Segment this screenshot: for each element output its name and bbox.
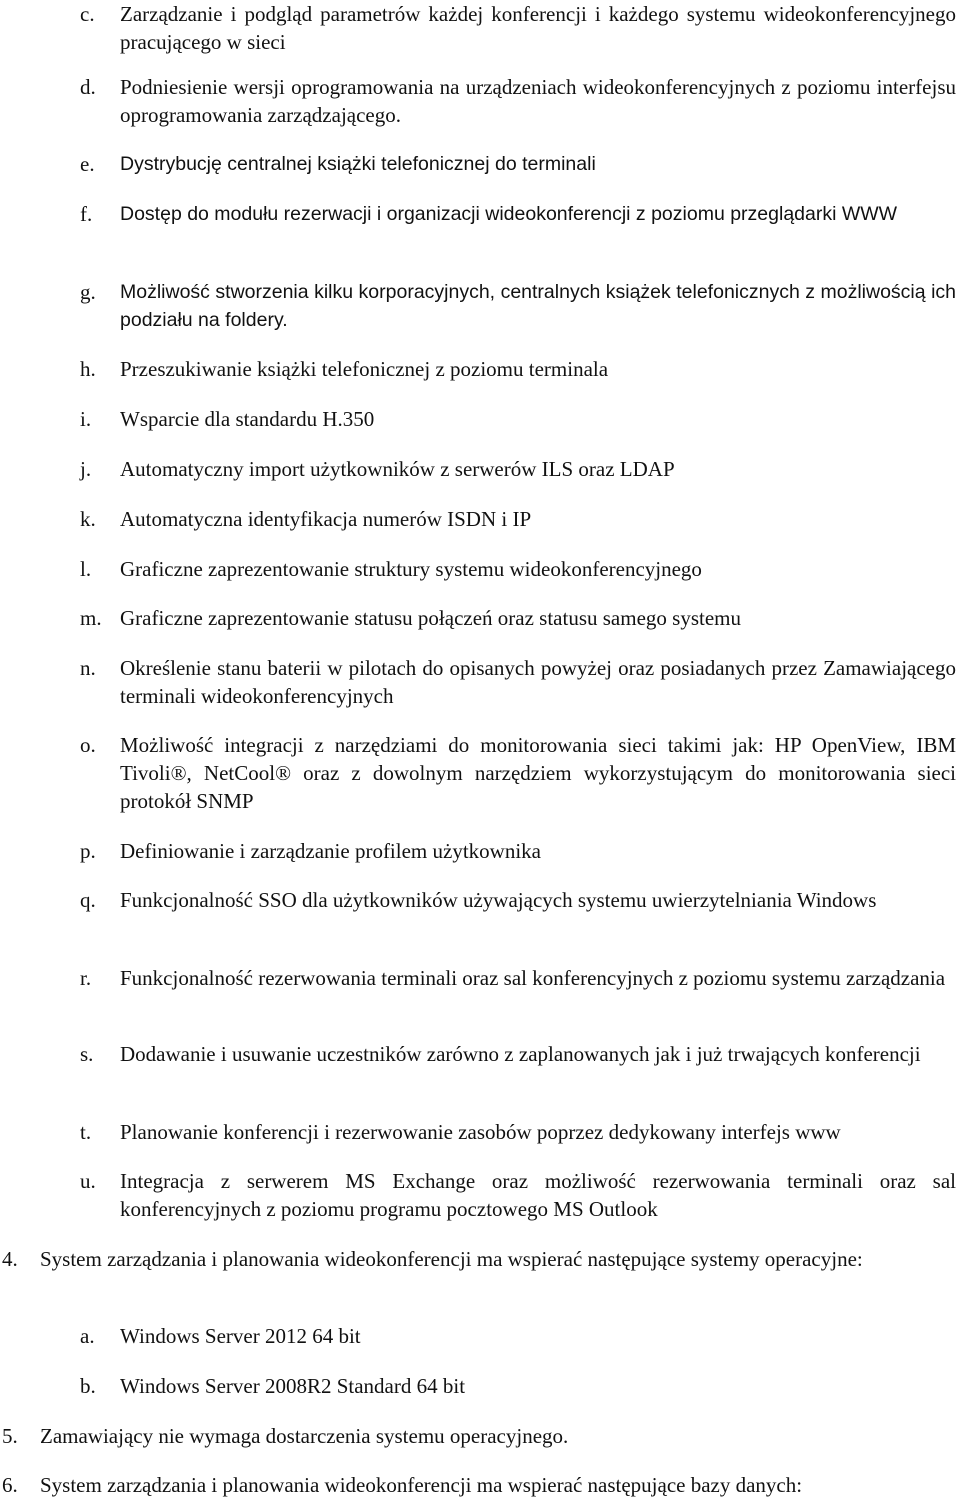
list-item-5	[2, 1422, 956, 1450]
list-item-text: Funkcjonalność SSO dla użytkowników używających systemu uwierzytelniania Windows	[120, 888, 877, 912]
list-item-text: Wsparcie dla standardu H.350	[120, 407, 375, 431]
list-item-label: g.	[80, 280, 96, 304]
list-item-text: System zarządzania i planowania wideokonferencji ma wspierać następujące systemy operacyjne:	[40, 1247, 863, 1271]
list-item-n	[80, 654, 956, 710]
list-item-text: Zarządzanie i podgląd parametrów każdej konferencji i każdego systemu wideokonferencyjnego pracującego w sieci	[120, 2, 956, 54]
list-item-text: Windows Server 2012 64 bit	[120, 1324, 361, 1348]
list-item-label: s.	[80, 1042, 94, 1066]
list-item-label: f.	[80, 202, 93, 226]
list-item-e	[80, 150, 956, 178]
list-item-b	[80, 1372, 956, 1400]
list-item-text: Windows Server 2008R2 Standard 64 bit	[120, 1374, 466, 1398]
list-item-text: Możliwość stworzenia kilku korporacyjnych, centralnych książek telefonicznych z możliwością ich podziału na foldery.	[120, 281, 956, 331]
list-item-text: Podniesienie wersji oprogramowania na urządzeniach wideokonferencyjnych z poziomu interfejsu oprogramowania zarządzającego.	[120, 75, 956, 127]
list-item-label: q.	[80, 888, 96, 912]
list-item-label: i.	[80, 407, 92, 431]
list-item-a	[80, 1322, 956, 1350]
list-item-label: b.	[80, 1374, 96, 1398]
list-item-label: c.	[80, 2, 95, 26]
list-item-text: Definiowanie i zarządzanie profilem użytkownika	[120, 839, 541, 863]
list-item-text: Automatyczna identyfikacja numerów ISDN i IP	[120, 507, 532, 531]
list-item-text: Planowanie konferencji i rezerwowanie zasobów poprzez dedykowany interfejs www	[120, 1120, 841, 1144]
list-item-text: Automatyczny import użytkowników z serwerów ILS oraz LDAP	[120, 457, 675, 481]
list-item-label: n.	[80, 656, 96, 680]
list-item-m	[80, 604, 956, 632]
list-item-label: d.	[80, 75, 96, 99]
list-item-c	[80, 0, 956, 56]
list-item-text: Dystrybucję centralnej książki telefonicznej do terminali	[120, 153, 596, 175]
list-item-label: u.	[80, 1169, 96, 1193]
list-item-s	[80, 1040, 956, 1068]
list-item-label: a.	[80, 1324, 95, 1348]
list-item-p	[80, 837, 956, 865]
list-item-u	[80, 1167, 956, 1223]
list-item-label: l.	[80, 557, 92, 581]
list-item-text: Funkcjonalność rezerwowania terminali oraz sal konferencyjnych z poziomu systemu zarządzania	[120, 966, 946, 990]
list-item-text: System zarządzania i planowania wideokonferencji ma wspierać następujące bazy danych:	[40, 1473, 803, 1497]
list-item-label: e.	[80, 152, 95, 176]
list-item-k	[80, 505, 956, 533]
list-item-text: Możliwość integracji z narzędziami do monitorowania sieci takimi jak: HP OpenView, IBM Tivoli®, NetCool® oraz z dowolnym narzędziem wykorzystującym do monitorowania sieci protokół SNMP	[120, 733, 956, 813]
list-item-label: k.	[80, 507, 96, 531]
list-item-g	[80, 278, 956, 334]
list-item-label: 6.	[2, 1473, 18, 1497]
list-item-text: Dostęp do modułu rezerwacji i organizacji wideokonferencji z poziomu przeglądarki WWW	[120, 203, 898, 225]
list-item-text: Graficzne zaprezentowanie struktury systemu wideokonferencyjnego	[120, 557, 702, 581]
list-item-label: r.	[80, 966, 92, 990]
list-item-label: t.	[80, 1120, 92, 1144]
list-item-text: Integracja z serwerem MS Exchange oraz możliwość rezerwowania terminali oraz sal konferencyjnych z poziomu programu pocztowego MS Outlook	[120, 1169, 956, 1221]
list-item-text: Zamawiający nie wymaga dostarczenia systemu operacyjnego.	[40, 1424, 569, 1448]
list-item-label: o.	[80, 733, 96, 757]
list-item-label: j.	[80, 457, 92, 481]
list-item-j	[80, 455, 956, 483]
list-item-label: 5.	[2, 1424, 18, 1448]
list-item-r	[80, 964, 956, 992]
list-item-label: h.	[80, 357, 96, 381]
list-item-i	[80, 405, 956, 433]
list-item-label: p.	[80, 839, 96, 863]
list-item-label: 4.	[2, 1247, 18, 1271]
list-item-d	[80, 73, 956, 129]
list-item-text: Przeszukiwanie książki telefonicznej z poziomu terminala	[120, 357, 609, 381]
list-item-6	[2, 1471, 956, 1499]
list-item-h	[80, 355, 956, 383]
list-item-o	[80, 731, 956, 815]
list-item-text: Dodawanie i usuwanie uczestników zarówno z zaplanowanych jak i już trwających konferencji	[120, 1042, 921, 1066]
list-item-label: m.	[80, 606, 102, 630]
list-item-text: Graficzne zaprezentowanie statusu połączeń oraz statusu samego systemu	[120, 606, 741, 630]
list-item-4	[2, 1245, 956, 1273]
list-item-q	[80, 886, 956, 914]
list-item-f	[80, 200, 956, 228]
list-item-l	[80, 555, 956, 583]
list-item-text: Określenie stanu baterii w pilotach do opisanych powyżej oraz posiadanych przez Zamawiającego terminali wideokonferencyjnych	[120, 656, 956, 708]
list-item-t	[80, 1118, 956, 1146]
